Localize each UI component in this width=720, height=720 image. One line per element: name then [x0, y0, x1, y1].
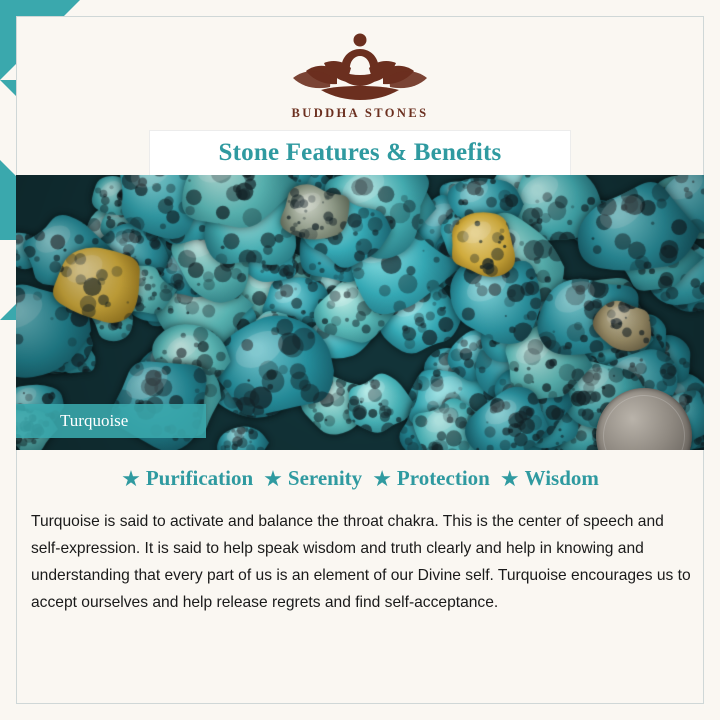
- page-title: Stone Features & Benefits: [218, 139, 502, 166]
- benefit-label: Protection: [396, 466, 490, 490]
- brand-block: [0, 24, 720, 121]
- star-icon: ★: [263, 465, 283, 491]
- benefit-item: [372, 466, 490, 491]
- stone-name-label: Turquoise: [60, 411, 129, 430]
- benefits-row: [16, 466, 704, 491]
- star-icon: ★: [499, 465, 520, 491]
- star-icon: ★: [121, 465, 141, 491]
- stone-description: Turquoise is said to activate and balance the throat chakra. This is the center of speech and self-expression. It is said to help speak wisdom and truth clearly and help in knowing and understanding that every part of us is an element of our Divine self. Turquoise encourages us to accept ourselves and help release regrets and find self-acceptance.: [31, 513, 691, 611]
- lotus-meditation-icon: [285, 24, 435, 102]
- benefit-item: [500, 466, 599, 491]
- benefit-item: [121, 466, 253, 491]
- star-icon: ★: [372, 465, 392, 491]
- benefit-label: Wisdom: [524, 466, 599, 490]
- benefit-item: [263, 466, 362, 491]
- stone-name-tag: [16, 404, 206, 438]
- benefit-label: Purification: [145, 466, 254, 490]
- benefit-label: Serenity: [287, 466, 363, 490]
- title-banner: [150, 131, 570, 175]
- brand-name: BUDDHA STONES: [291, 106, 429, 120]
